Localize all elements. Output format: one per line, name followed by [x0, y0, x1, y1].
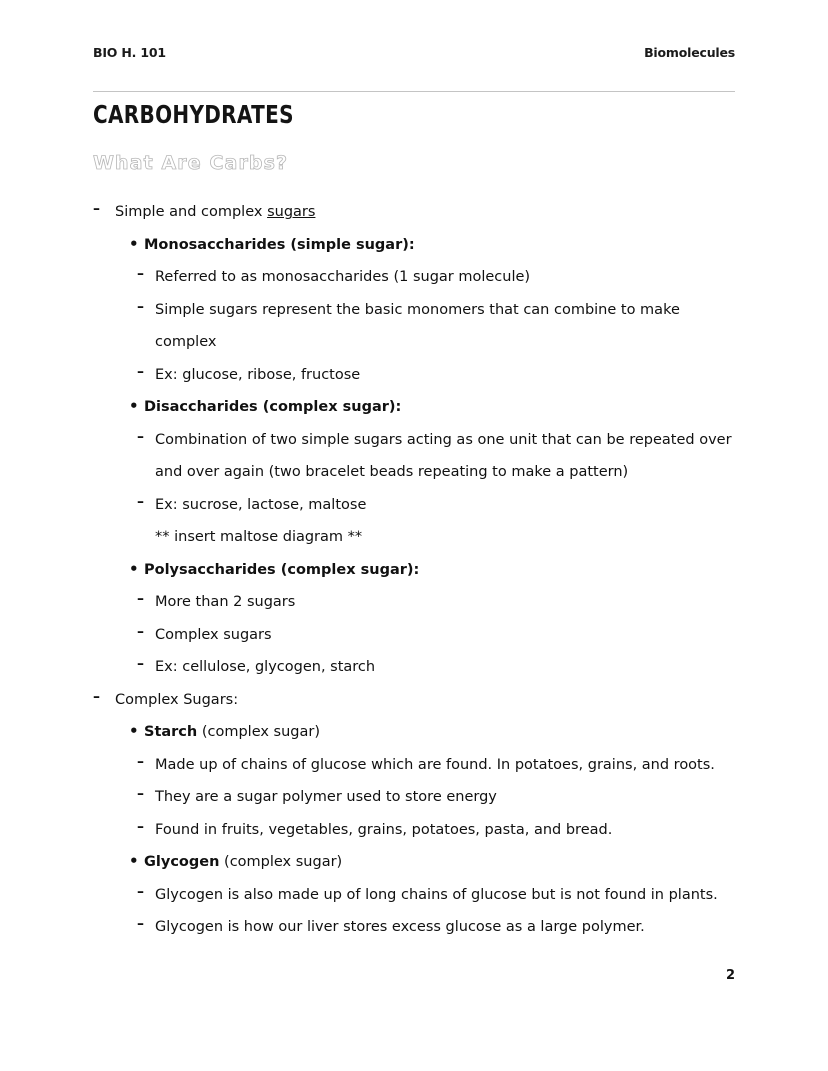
text-segment: Complex Sugars:: [115, 691, 239, 708]
term-qualifier: (complex sugar): [197, 724, 321, 740]
outline-item-text: Ex: glucose, ribose, fructose: [155, 366, 361, 383]
bullet-icon: •: [129, 852, 139, 870]
outline-item-text: [144, 229, 735, 262]
dash-icon: –: [93, 688, 100, 705]
outline-item-l1: [93, 196, 735, 229]
outline-item-l3: [93, 489, 735, 522]
dash-icon: –: [137, 493, 144, 510]
outline-item-l2: [93, 554, 735, 587]
outline-item-l3: [93, 619, 735, 652]
section-subtitle: What Are Carbs?: [93, 152, 289, 174]
underlined-term: sugars: [267, 204, 316, 220]
outline-item-text: Glycogen is how our liver stores excess glucose as a large polymer.: [155, 919, 645, 935]
outline-item-l2: [93, 716, 735, 749]
outline-item-l2: [93, 391, 735, 424]
outline-item-l3: [93, 586, 735, 619]
outline-item-text: Glycogen is also made up of long chains of glucose but is not found in plants.: [155, 886, 718, 903]
dash-icon: –: [137, 363, 144, 380]
outline-item-text: Ex: sucrose, lactose, maltose: [155, 496, 367, 513]
bullet-icon: •: [129, 397, 139, 415]
course-code-label: BIO H. 101: [93, 45, 166, 60]
outline-item-text: Ex: cellulose, glycogen, starch: [155, 659, 376, 675]
dash-icon: –: [137, 298, 144, 315]
text-segment: Simple and complex: [115, 204, 268, 220]
dash-icon: –: [137, 623, 144, 640]
page-title: CARBOHYDRATES: [93, 100, 294, 129]
running-header: [93, 45, 735, 60]
outline-item-text: Made up of chains of glucose which are found. In potatoes, grains, and roots.: [155, 756, 715, 773]
outline-item-l2: [93, 229, 735, 262]
outline-item-l2: [93, 846, 735, 879]
notes-outline: [93, 196, 735, 944]
dash-icon: –: [137, 786, 144, 802]
outline-item-l3: [93, 424, 735, 489]
outline-item-text: [144, 846, 735, 879]
outline-item-text: Complex sugars: [155, 626, 272, 643]
outline-item-text: Referred to as monosaccharides (1 sugar molecule): [155, 269, 531, 285]
bullet-icon: •: [129, 559, 139, 578]
outline-item-text: ** insert maltose diagram **: [155, 529, 363, 545]
dash-icon: –: [137, 818, 144, 835]
outline-item-text: They are a sugar polymer used to store energy: [155, 789, 497, 805]
outline-item-text: Combination of two simple sugars acting as one unit that can be repeated over and over again (two bracelet beads repeating to make a pattern): [155, 431, 732, 480]
term-qualifier: (complex sugar): [219, 854, 343, 870]
outline-item-text: [115, 196, 735, 229]
dash-icon: –: [93, 201, 100, 217]
outline-item-l3: [93, 359, 735, 392]
term-bold: Polysaccharides (complex sugar):: [144, 561, 420, 578]
outline-item-text: [144, 716, 735, 749]
dash-icon: –: [137, 428, 144, 445]
term-bold: Monosaccharides (simple sugar):: [144, 236, 415, 253]
outline-item-l3: [93, 261, 735, 294]
outline-item-l3: [93, 521, 735, 554]
outline-item-l1: [93, 684, 735, 717]
dash-icon: –: [137, 266, 144, 282]
term-bold: Glycogen: [144, 854, 220, 870]
dash-icon: –: [137, 753, 144, 770]
outline-item-text: Found in fruits, vegetables, grains, potatoes, pasta, and bread.: [155, 821, 613, 838]
outline-item-l3: [93, 911, 735, 944]
outline-item-l3: [93, 651, 735, 684]
outline-item-l3: [93, 814, 735, 847]
outline-item-l3: [93, 879, 735, 912]
term-bold: Disaccharides (complex sugar):: [144, 399, 402, 415]
page-number: 2: [725, 968, 735, 983]
term-bold: Starch: [144, 724, 198, 740]
dash-icon: –: [137, 591, 144, 607]
outline-item-text: [115, 684, 735, 717]
dash-icon: –: [137, 656, 144, 672]
outline-item-l3: [93, 294, 735, 359]
bullet-icon: •: [129, 234, 139, 253]
outline-item-text: [144, 391, 735, 424]
unit-name-label: Biomolecules: [644, 45, 735, 60]
bullet-icon: •: [129, 722, 139, 740]
outline-item-text: Simple sugars represent the basic monomers that can combine to make complex: [155, 301, 680, 350]
outline-item-text: [144, 554, 735, 587]
outline-item-l3: [93, 749, 735, 782]
header-divider: [93, 91, 735, 92]
dash-icon: –: [137, 883, 144, 900]
outline-item-l3: [93, 781, 735, 814]
dash-icon: –: [137, 916, 144, 932]
outline-item-text: More than 2 sugars: [155, 594, 296, 610]
